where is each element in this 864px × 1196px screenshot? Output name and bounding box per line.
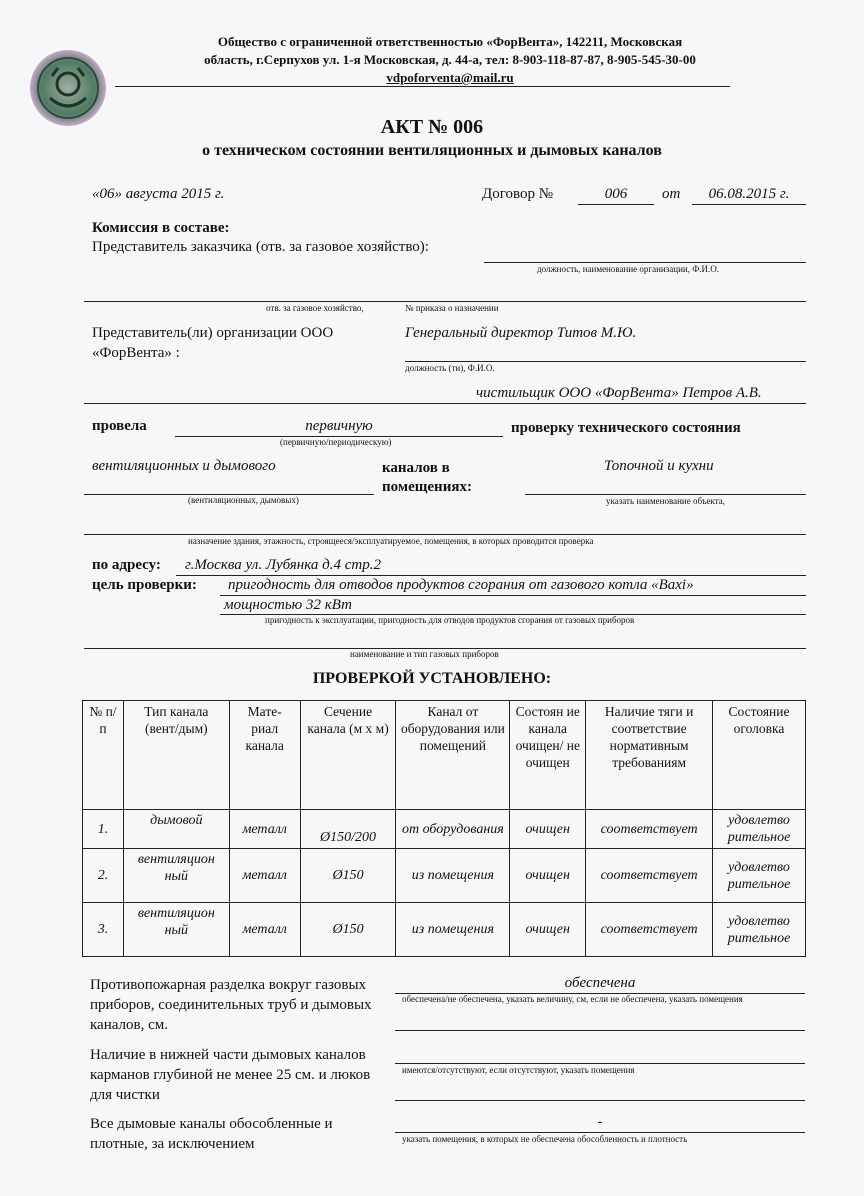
act-date: «06» августа 2015 г. (92, 186, 225, 202)
address-label: по адресу: (92, 557, 161, 573)
org-rep-label-2: «ФорВента» : (92, 345, 180, 361)
header-line-1: Общество с ограниченной ответственностью «ФорВента», 142211, Московская (217, 34, 683, 49)
purpose-value-1: пригодность для отводов продуктов сгорания от газового котла «Baxi» (228, 577, 694, 593)
row-number: 1. (83, 810, 124, 849)
head-state: удовлетво рительное (713, 810, 806, 849)
contract-label: Договор № (482, 186, 554, 202)
header-line-2: область, г.Серпухов ул. 1-я Московская, д. 44-а, тел: 8-903-118-87-87, 8-905-545-30-00 (204, 52, 696, 67)
table-row (83, 849, 806, 903)
header-cell: Наличие тяги и соответствие нормативным требованиям (586, 701, 713, 810)
customer-rep-line-2 (84, 301, 806, 302)
act-title: АКТ № 006 (380, 116, 484, 138)
customer-rep-label: Представитель заказчика (отв. за газовое хозяйство): (92, 239, 429, 255)
commission-heading: Комиссия в составе: (92, 220, 230, 236)
building-line (84, 534, 806, 535)
header-cell: Тип канала (вент/дым) (123, 701, 229, 810)
org-rep-label-1: Представитель(ли) организации ООО (92, 325, 334, 341)
customer-rep-hint: должность, наименование организации, Ф.И.О. (537, 264, 720, 274)
row-number: 2. (83, 849, 124, 903)
rooms-label-2: помещениях: (382, 479, 472, 495)
contract-from-label: от (662, 186, 681, 202)
pockets-line-2 (395, 1100, 805, 1101)
channel-type: вентиляцион ный (123, 849, 229, 903)
density-question: Все дымовые каналы обособленные и плотные, за исключением (90, 1116, 333, 1152)
draft-compliance: соответствует (586, 849, 713, 903)
material: металл (229, 849, 300, 903)
channel-state: очищен (510, 903, 586, 957)
density-hint: указать помещения, в которых не обеспечена обособленность и плотность (402, 1134, 688, 1144)
conducted-label: провела (92, 418, 147, 434)
channel-source: из помещения (396, 903, 510, 957)
channels-value: вентиляционных и дымового (92, 458, 276, 474)
header-cell: Сечение канала (м х м) (300, 701, 396, 810)
pockets-question: Наличие в нижней части дымовых каналов карманов глубиной не менее 25 см. и люков для чистки (90, 1047, 371, 1103)
rooms-line (525, 494, 806, 495)
rooms-hint: указать наименование объекта, (606, 496, 726, 506)
section: Ø150 (300, 849, 396, 903)
material: металл (229, 810, 300, 849)
contract-number: 006 (604, 186, 628, 202)
check-label: проверку технического состояния (511, 420, 741, 436)
purpose-value-2: мощностью 32 кВт (224, 597, 352, 613)
channel-state: очищен (510, 810, 586, 849)
org-rep-value-1: Генеральный директор Титов М.Ю. (405, 325, 637, 341)
company-header (150, 33, 750, 87)
head-state: удовлетво рительное (713, 849, 806, 903)
org-rep-line-2 (84, 403, 806, 404)
customer-hint-2b: № приказа о назначении (405, 303, 499, 313)
act-subtitle: о техническом состоянии вентиляционных и дымовых каналов (202, 142, 662, 159)
table-row (83, 810, 806, 849)
header-cell: Состояние оголовка (713, 701, 806, 810)
contract-date: 06.08.2015 г. (708, 186, 790, 202)
firebreak-question: Противопожарная разделка вокруг газовых приборов, соединительных труб и дымовых каналов, см. (90, 977, 372, 1033)
channel-state: очищен (510, 849, 586, 903)
channel-source: из помещения (396, 849, 510, 903)
section: Ø150/200 (300, 810, 396, 849)
contract-date-line (692, 204, 806, 205)
section: Ø150 (300, 903, 396, 957)
contract-number-line (578, 204, 654, 205)
org-rep-value-2: чистильщик ООО «ФорВента» Петров А.В. (476, 385, 762, 401)
header-rule (115, 86, 730, 87)
header-cell: № п/п (83, 701, 124, 810)
density-line (395, 1132, 805, 1133)
org-rep-line-1 (405, 361, 806, 362)
head-state: удовлетво рительное (713, 903, 806, 957)
established-heading: ПРОВЕРКОЙ УСТАНОВЛЕНО: (312, 670, 552, 687)
row-number: 3. (83, 903, 124, 957)
rooms-value: Топочной и кухни (604, 458, 714, 474)
customer-hint-2a: отв. за газовое хозяйство, (266, 303, 364, 313)
pockets-hint: имеются/отсутствуют, если отсутствуют, указать помещения (402, 1065, 635, 1075)
table-header-row (83, 701, 806, 810)
inspection-type-value: первичную (305, 418, 373, 434)
pockets-line-1 (395, 1063, 805, 1064)
density-answer: - (597, 1114, 603, 1130)
address-line (176, 575, 806, 576)
inspection-type-hint: (первичную/периодическую) (280, 437, 392, 447)
draft-compliance: соответствует (586, 810, 713, 849)
customer-rep-line (484, 262, 806, 263)
channel-type: вентиляцион ный (123, 903, 229, 957)
inspection-table (82, 700, 806, 957)
address-value: г.Москва ул. Лубянка д.4 стр.2 (185, 557, 381, 573)
channels-hint: (вентиляционных, дымовых) (188, 495, 299, 505)
material: металл (229, 903, 300, 957)
firebreak-answer: обеспечена (564, 975, 636, 991)
channel-type: дымовой (123, 810, 229, 849)
purpose-line-1 (220, 595, 806, 596)
draft-compliance: соответствует (586, 903, 713, 957)
rooms-label-1: каналов в (382, 460, 450, 476)
devices-hint: наименование и тип газовых приборов (350, 649, 499, 659)
channel-source: от оборудования (396, 810, 510, 849)
org-rep-hint: должность (ти), Ф.И.О. (405, 363, 495, 373)
firebreak-line-2 (395, 1030, 805, 1031)
header-cell: Мате- риал канала (229, 701, 300, 810)
header-cell: Состоян ие канала очищен/ не очищен (510, 701, 586, 810)
header-cell: Канал от оборудования или помещений (396, 701, 510, 810)
company-email[interactable]: vdpoforventa@mail.ru (386, 70, 514, 85)
firebreak-hint: обеспечена/не обеспечена, указать величину, см, если не обеспечена, указать помещения (402, 994, 743, 1004)
purpose-hint: пригодность к эксплуатации, пригодность для отводов продуктов сгорания от газовых приборов (265, 615, 635, 625)
table-row (83, 903, 806, 957)
purpose-label: цель проверки: (92, 577, 197, 593)
building-hint: назначение здания, этажность, строящееся/эксплуатируемое, помещения, в которых проводится проверка (188, 536, 594, 546)
